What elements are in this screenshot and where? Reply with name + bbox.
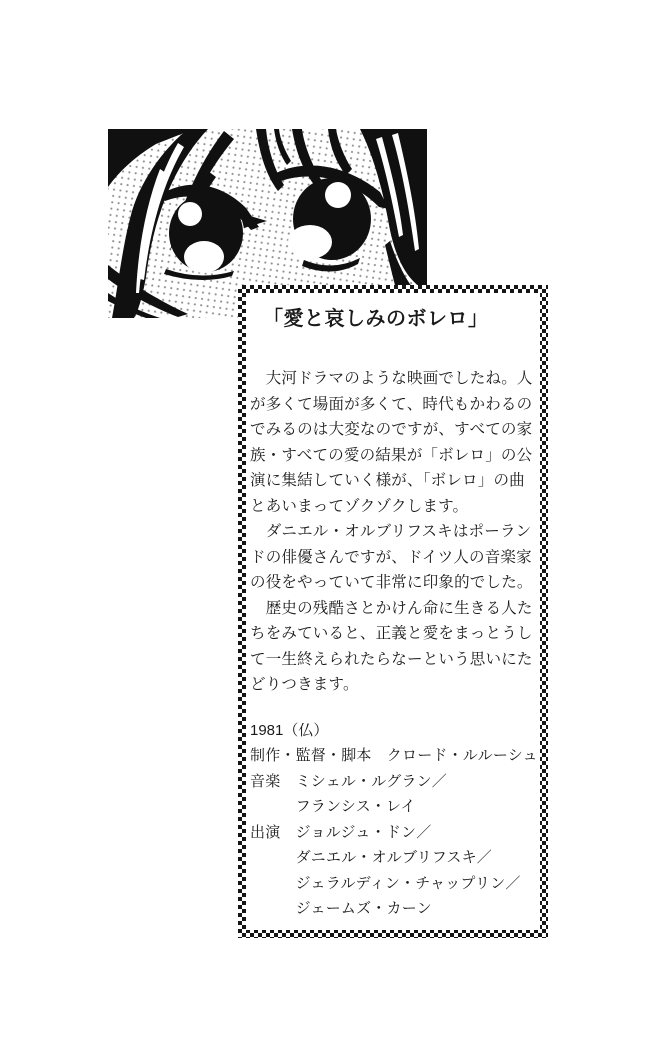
review-panel: [238, 285, 548, 938]
credit-line-music-1: 音楽 ミシェル・ルグラン／: [250, 772, 448, 790]
credit-line-cast-4: ジェームズ・カーン: [250, 900, 432, 917]
credit-line-staff: 制作・監督・脚本 クロード・ルルーシュ: [250, 747, 538, 764]
movie-title: 「愛と哀しみのボレロ」: [263, 308, 489, 330]
credit-line-cast-2: ダニエル・オルブリフスキ／: [250, 849, 493, 866]
review-body: [250, 366, 535, 698]
credit-line-music-2: フランシス・レイ: [250, 798, 416, 815]
review-paragraph: 歴史の残酷さとかけん命に生きる人たちをみていると、正義と愛をまっとうして一生終えられたらなーという思いにたどりつきます。: [250, 599, 533, 693]
review-panel-inner: [246, 293, 540, 930]
credit-year: 1981（仏）: [250, 721, 329, 739]
credit-line-cast-1: 出演 ジョルジュ・ドン／: [250, 823, 432, 841]
review-paragraph: ダニエル・オルブリフスキはポーランドの俳優さんですが、ドイツ人の音楽家の役をやっていて非常に印象的でした。: [250, 523, 533, 591]
credit-line-cast-3: ジェラルディン・チャップリン／: [250, 874, 521, 892]
film-credits: [250, 718, 536, 922]
review-paragraph: 大河ドラマのような映画でしたね。人が多くて場面が多くて、時代もかわるのでみるのは大変なのですが、すべての家族・すべての愛の結果が「ボレロ」の公演に集結していく様が、「ボレロ」の曲とあいまってゾクゾクします。: [250, 370, 533, 515]
